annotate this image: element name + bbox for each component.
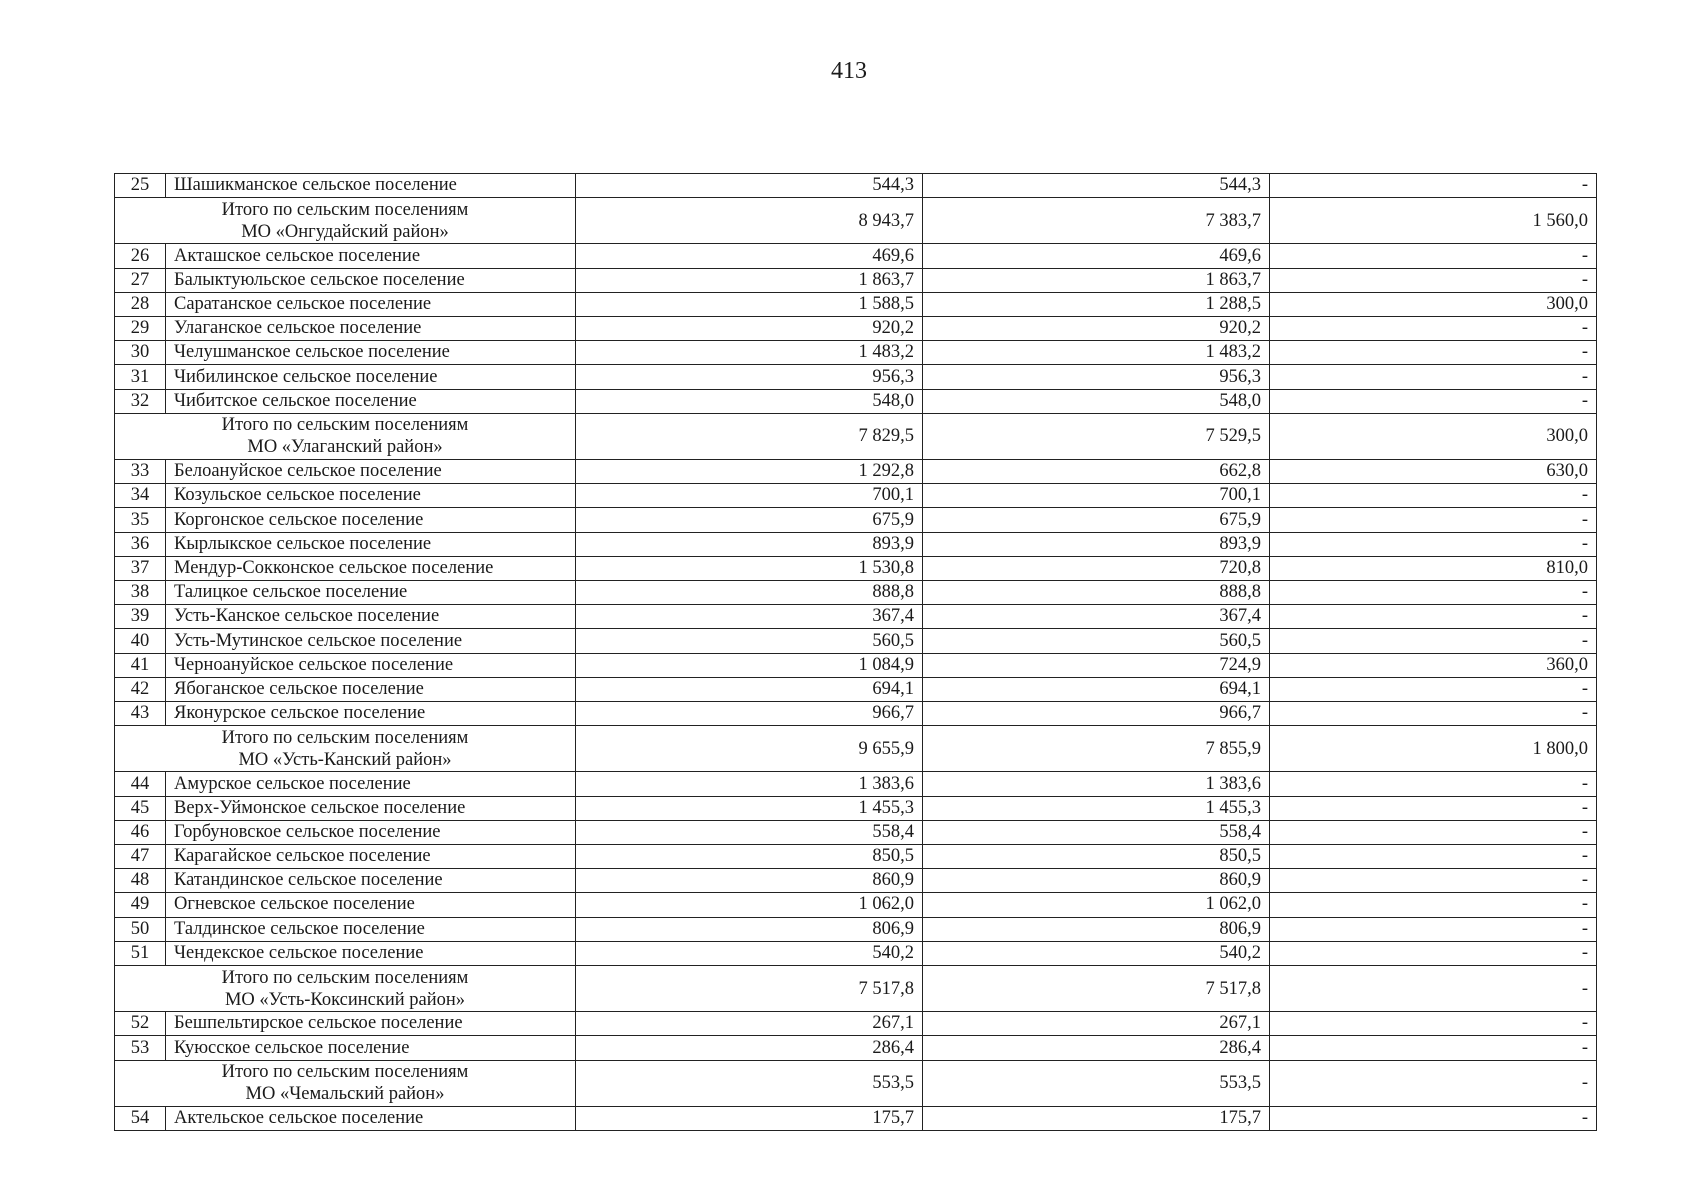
value-total: 367,4	[576, 605, 923, 629]
value-total: 469,6	[576, 244, 923, 268]
page-number: 413	[831, 58, 867, 84]
table-row	[115, 508, 1597, 532]
settlement-name: Горбуновское сельское поселение	[166, 820, 576, 844]
row-number: 26	[115, 244, 166, 268]
value-column-2: 1 863,7	[923, 268, 1270, 292]
value-column-3: 1 560,0	[1270, 198, 1597, 244]
table-row	[115, 772, 1597, 796]
value-total: 1 084,9	[576, 653, 923, 677]
value-total: 558,4	[576, 820, 923, 844]
table-row	[115, 796, 1597, 820]
value-total: 806,9	[576, 917, 923, 941]
settlement-name: Карагайское сельское поселение	[166, 845, 576, 869]
value-column-3: -	[1270, 1036, 1597, 1060]
settlement-name: Огневское сельское поселение	[166, 893, 576, 917]
value-total: 966,7	[576, 701, 923, 725]
table-row	[115, 605, 1597, 629]
table-body	[115, 174, 1597, 1131]
value-column-3: -	[1270, 317, 1597, 341]
value-column-2: 893,9	[923, 532, 1270, 556]
value-column-3: -	[1270, 389, 1597, 413]
settlement-name: Саратанское сельское поселение	[166, 292, 576, 316]
settlement-name: Ябоганское сельское поселение	[166, 677, 576, 701]
value-total: 1 483,2	[576, 341, 923, 365]
value-column-2: 806,9	[923, 917, 1270, 941]
value-total: 1 455,3	[576, 796, 923, 820]
value-total: 540,2	[576, 941, 923, 965]
table-row	[115, 941, 1597, 965]
settlement-name: Амурское сельское поселение	[166, 772, 576, 796]
subtotal-label-line2: МО «Чемальский район»	[245, 1084, 445, 1105]
table-row	[115, 460, 1597, 484]
value-column-3: -	[1270, 1012, 1597, 1036]
value-column-2: 469,6	[923, 244, 1270, 268]
table-row	[115, 268, 1597, 292]
value-column-3: -	[1270, 581, 1597, 605]
row-number: 48	[115, 869, 166, 893]
row-number: 42	[115, 677, 166, 701]
row-number: 37	[115, 556, 166, 580]
row-number: 45	[115, 796, 166, 820]
table-row	[115, 820, 1597, 844]
settlement-name: Талицкое сельское поселение	[166, 581, 576, 605]
value-column-3: -	[1270, 605, 1597, 629]
row-number: 46	[115, 820, 166, 844]
table-row	[115, 917, 1597, 941]
value-column-3: -	[1270, 532, 1597, 556]
value-total: 675,9	[576, 508, 923, 532]
value-column-2: 367,4	[923, 605, 1270, 629]
value-column-3: -	[1270, 893, 1597, 917]
table-row	[115, 1012, 1597, 1036]
settlement-name: Чибитское сельское поселение	[166, 389, 576, 413]
table-row	[115, 389, 1597, 413]
value-column-2: 7 517,8	[923, 965, 1270, 1011]
value-column-3: -	[1270, 869, 1597, 893]
value-column-2: 267,1	[923, 1012, 1270, 1036]
row-number: 32	[115, 389, 166, 413]
row-number: 51	[115, 941, 166, 965]
row-number: 43	[115, 701, 166, 725]
subtotal-label	[115, 1060, 576, 1106]
value-column-3: -	[1270, 341, 1597, 365]
value-total: 553,5	[576, 1060, 923, 1106]
value-column-3: 360,0	[1270, 653, 1597, 677]
settlement-name: Коргонское сельское поселение	[166, 508, 576, 532]
value-column-2: 1 483,2	[923, 341, 1270, 365]
subtotal-label-line1: Итого по сельским поселениям	[221, 199, 469, 220]
subtotal-label	[115, 965, 576, 1011]
value-column-3: -	[1270, 365, 1597, 389]
value-column-2: 540,2	[923, 941, 1270, 965]
value-column-2: 1 288,5	[923, 292, 1270, 316]
row-number: 38	[115, 581, 166, 605]
value-column-2: 700,1	[923, 484, 1270, 508]
subtotal-label-line2: МО «Улаганский район»	[247, 437, 443, 458]
settlement-name: Козульское сельское поселение	[166, 484, 576, 508]
value-total: 1 062,0	[576, 893, 923, 917]
value-column-2: 1 383,6	[923, 772, 1270, 796]
value-total: 8 943,7	[576, 198, 923, 244]
value-total: 548,0	[576, 389, 923, 413]
value-total: 7 829,5	[576, 413, 923, 459]
value-column-2: 7 529,5	[923, 413, 1270, 459]
subtotal-row	[115, 726, 1597, 772]
value-column-2: 956,3	[923, 365, 1270, 389]
value-column-3: -	[1270, 701, 1597, 725]
settlement-name: Чендекское сельское поселение	[166, 941, 576, 965]
value-column-2: 548,0	[923, 389, 1270, 413]
table-row	[115, 581, 1597, 605]
value-column-3: -	[1270, 965, 1597, 1011]
table-row	[115, 845, 1597, 869]
value-total: 700,1	[576, 484, 923, 508]
table-row	[115, 556, 1597, 580]
value-column-2: 544,3	[923, 174, 1270, 198]
settlement-name: Шашикманское сельское поселение	[166, 174, 576, 198]
settlement-name: Чибилинское сельское поселение	[166, 365, 576, 389]
value-column-2: 850,5	[923, 845, 1270, 869]
value-column-3: 300,0	[1270, 413, 1597, 459]
row-number: 53	[115, 1036, 166, 1060]
value-column-2: 7 383,7	[923, 198, 1270, 244]
value-total: 544,3	[576, 174, 923, 198]
value-column-3: -	[1270, 244, 1597, 268]
table-row	[115, 244, 1597, 268]
value-total: 1 383,6	[576, 772, 923, 796]
value-column-3: 300,0	[1270, 292, 1597, 316]
settlement-name: Талдинское сельское поселение	[166, 917, 576, 941]
table-row	[115, 341, 1597, 365]
settlement-name: Актельское сельское поселение	[166, 1106, 576, 1130]
value-column-2: 286,4	[923, 1036, 1270, 1060]
row-number: 35	[115, 508, 166, 532]
subtotal-label	[115, 413, 576, 459]
subtotal-row	[115, 413, 1597, 459]
value-column-3: -	[1270, 796, 1597, 820]
row-number: 39	[115, 605, 166, 629]
subtotal-label	[115, 726, 576, 772]
subtotal-label-line1: Итого по сельским поселениям	[221, 415, 469, 436]
value-total: 850,5	[576, 845, 923, 869]
row-number: 50	[115, 917, 166, 941]
subtotal-label-line2: МО «Усть-Канский район»	[238, 749, 452, 770]
settlement-name: Балыктуюльское сельское поселение	[166, 268, 576, 292]
settlement-name: Бешпельтирское сельское поселение	[166, 1012, 576, 1036]
value-total: 7 517,8	[576, 965, 923, 1011]
settlement-name: Усть-Канское сельское поселение	[166, 605, 576, 629]
row-number: 28	[115, 292, 166, 316]
value-total: 560,5	[576, 629, 923, 653]
value-column-2: 675,9	[923, 508, 1270, 532]
value-column-2: 920,2	[923, 317, 1270, 341]
row-number: 33	[115, 460, 166, 484]
budget-table	[114, 173, 1597, 1131]
table-row	[115, 292, 1597, 316]
value-column-2: 888,8	[923, 581, 1270, 605]
value-column-2: 553,5	[923, 1060, 1270, 1106]
settlement-name: Акташское сельское поселение	[166, 244, 576, 268]
value-column-3: 810,0	[1270, 556, 1597, 580]
subtotal-label-line1: Итого по сельским поселениям	[221, 1062, 469, 1083]
value-total: 1 588,5	[576, 292, 923, 316]
table-row	[115, 365, 1597, 389]
value-column-2: 558,4	[923, 820, 1270, 844]
row-number: 29	[115, 317, 166, 341]
value-total: 286,4	[576, 1036, 923, 1060]
table-row	[115, 677, 1597, 701]
table-row	[115, 484, 1597, 508]
value-column-3: -	[1270, 677, 1597, 701]
value-column-3: -	[1270, 820, 1597, 844]
value-total: 1 863,7	[576, 268, 923, 292]
subtotal-row	[115, 965, 1597, 1011]
value-total: 920,2	[576, 317, 923, 341]
table-row	[115, 629, 1597, 653]
settlement-name: Мендур-Сокконское сельское поселение	[166, 556, 576, 580]
row-number: 44	[115, 772, 166, 796]
settlement-name: Челушманское сельское поселение	[166, 341, 576, 365]
row-number: 34	[115, 484, 166, 508]
row-number: 41	[115, 653, 166, 677]
settlement-name: Куюсское сельское поселение	[166, 1036, 576, 1060]
value-total: 888,8	[576, 581, 923, 605]
row-number: 52	[115, 1012, 166, 1036]
value-column-2: 724,9	[923, 653, 1270, 677]
value-column-2: 860,9	[923, 869, 1270, 893]
value-column-2: 7 855,9	[923, 726, 1270, 772]
row-number: 25	[115, 174, 166, 198]
value-column-3: -	[1270, 772, 1597, 796]
settlement-name: Яконурское сельское поселение	[166, 701, 576, 725]
table-row	[115, 701, 1597, 725]
row-number: 47	[115, 845, 166, 869]
value-total: 267,1	[576, 1012, 923, 1036]
row-number: 31	[115, 365, 166, 389]
settlement-name: Верх-Уймонское сельское поселение	[166, 796, 576, 820]
value-total: 9 655,9	[576, 726, 923, 772]
subtotal-row	[115, 198, 1597, 244]
value-column-2: 1 455,3	[923, 796, 1270, 820]
subtotal-label-line1: Итого по сельским поселениям	[221, 967, 469, 988]
value-column-2: 175,7	[923, 1106, 1270, 1130]
table-row	[115, 653, 1597, 677]
value-column-3: 1 800,0	[1270, 726, 1597, 772]
value-column-3: -	[1270, 941, 1597, 965]
value-column-3: -	[1270, 845, 1597, 869]
settlement-name: Усть-Мутинское сельское поселение	[166, 629, 576, 653]
settlement-name: Катандинское сельское поселение	[166, 869, 576, 893]
row-number: 40	[115, 629, 166, 653]
value-column-3: -	[1270, 268, 1597, 292]
value-column-3: -	[1270, 1060, 1597, 1106]
value-column-3: -	[1270, 174, 1597, 198]
table-row	[115, 893, 1597, 917]
value-column-2: 1 062,0	[923, 893, 1270, 917]
settlement-name: Кырлыкское сельское поселение	[166, 532, 576, 556]
table-row	[115, 174, 1597, 198]
subtotal-label	[115, 198, 576, 244]
value-column-3: -	[1270, 508, 1597, 532]
value-total: 175,7	[576, 1106, 923, 1130]
settlement-name: Улаганское сельское поселение	[166, 317, 576, 341]
subtotal-row	[115, 1060, 1597, 1106]
row-number: 49	[115, 893, 166, 917]
value-total: 1 292,8	[576, 460, 923, 484]
table-row	[115, 532, 1597, 556]
table-row	[115, 317, 1597, 341]
value-column-3: -	[1270, 917, 1597, 941]
value-column-2: 662,8	[923, 460, 1270, 484]
settlement-name: Белоануйское сельское поселение	[166, 460, 576, 484]
value-column-3: -	[1270, 629, 1597, 653]
table-row	[115, 1106, 1597, 1130]
subtotal-label-line1: Итого по сельским поселениям	[221, 727, 469, 748]
value-total: 893,9	[576, 532, 923, 556]
value-column-2: 560,5	[923, 629, 1270, 653]
value-column-2: 966,7	[923, 701, 1270, 725]
value-column-3: -	[1270, 484, 1597, 508]
value-column-2: 694,1	[923, 677, 1270, 701]
settlement-name: Черноануйское сельское поселение	[166, 653, 576, 677]
row-number: 30	[115, 341, 166, 365]
subtotal-label-line2: МО «Усть-Коксинский район»	[224, 989, 466, 1010]
value-total: 860,9	[576, 869, 923, 893]
value-column-3: -	[1270, 1106, 1597, 1130]
row-number: 27	[115, 268, 166, 292]
subtotal-label-line2: МО «Онгудайский район»	[241, 221, 449, 242]
value-total: 694,1	[576, 677, 923, 701]
row-number: 36	[115, 532, 166, 556]
value-total: 1 530,8	[576, 556, 923, 580]
table-row	[115, 1036, 1597, 1060]
table-row	[115, 869, 1597, 893]
row-number: 54	[115, 1106, 166, 1130]
value-column-3: 630,0	[1270, 460, 1597, 484]
value-total: 956,3	[576, 365, 923, 389]
value-column-2: 720,8	[923, 556, 1270, 580]
